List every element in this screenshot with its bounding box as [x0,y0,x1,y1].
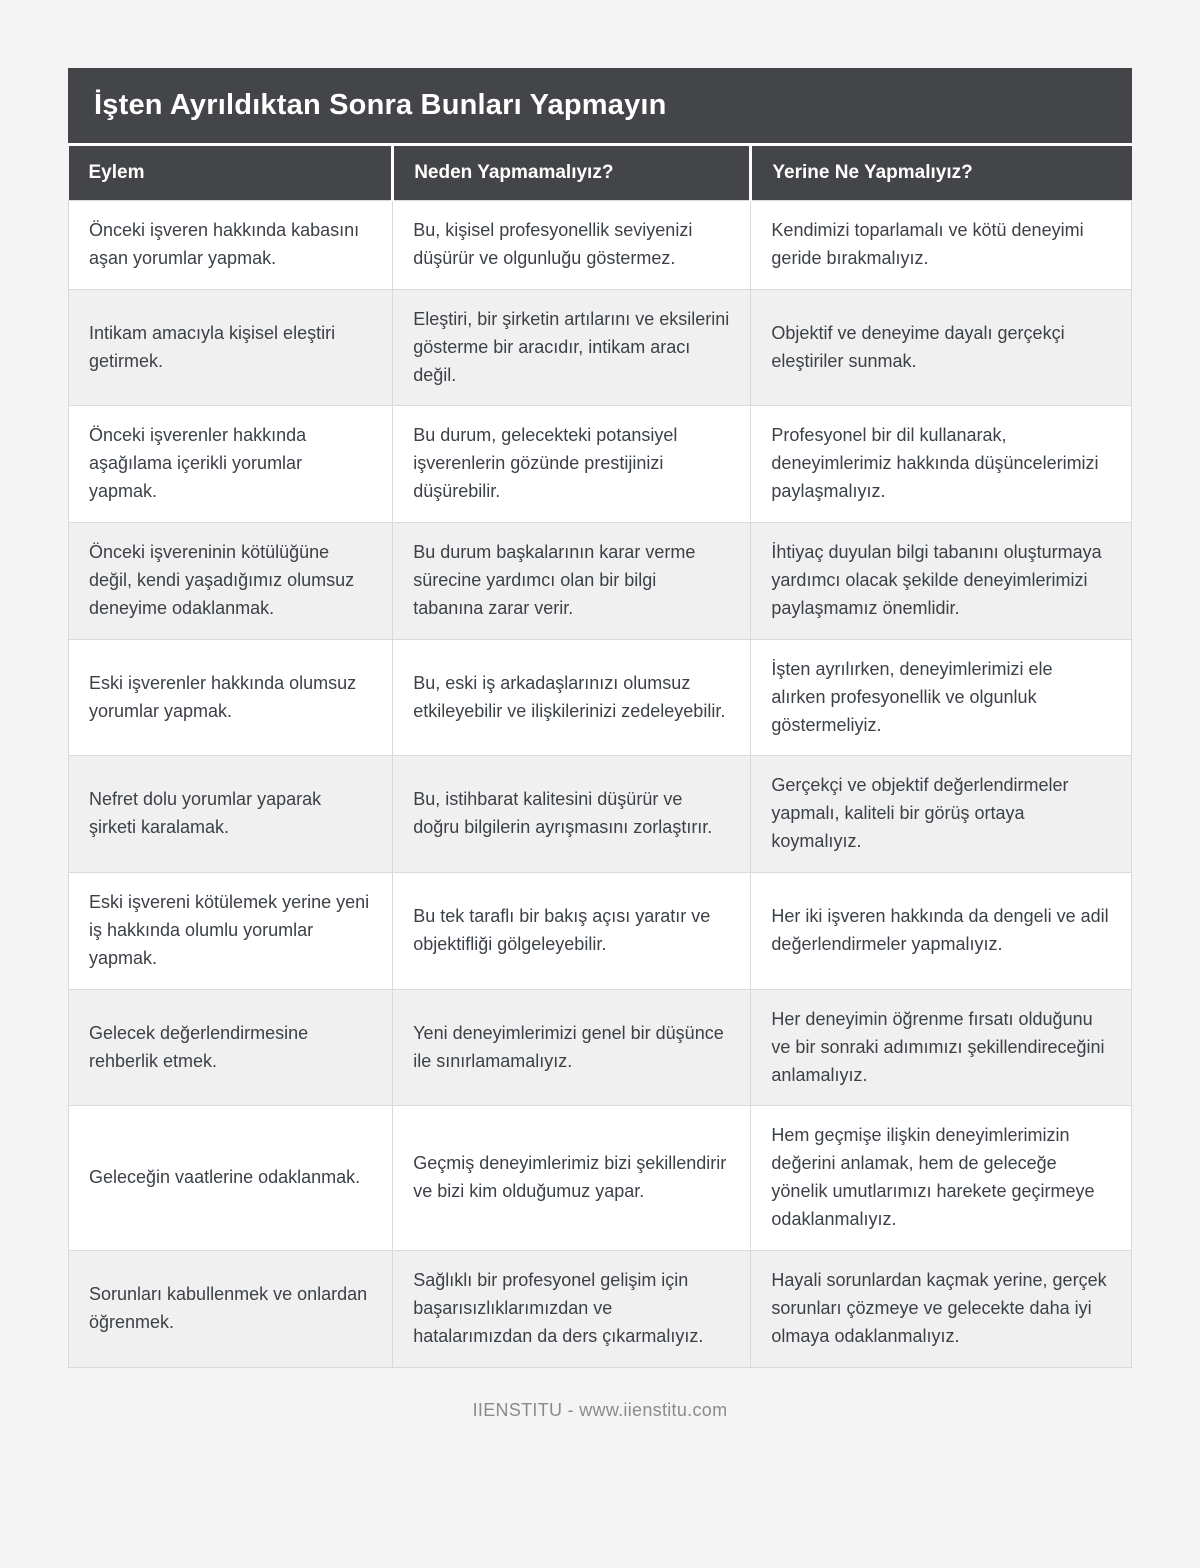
header-row [69,146,1132,201]
table-cell-eylem: Önceki işverenler hakkında aşağılama içerikli yorumlar yapmak. [69,406,393,523]
table-cell-yerine: İhtiyaç duyulan bilgi tabanını oluşturmaya yardımcı olacak şekilde deneyimlerimizi paylaşmamız önemlidir. [751,523,1132,640]
table-row [69,201,1132,290]
table-cell-yerine: Gerçekçi ve objektif değerlendirmeler yapmalı, kaliteli bir görüş ortaya koymalıyız. [751,756,1132,873]
table-cell-neden: Bu, eski iş arkadaşlarınızı olumsuz etkileyebilir ve ilişkilerinizi zedeleyebilir. [393,639,751,756]
table-cell-neden: Bu tek taraflı bir bakış açısı yaratır ve objektifliği gölgeleyebilir. [393,873,751,990]
table-cell-neden: Bu, istihbarat kalitesini düşürür ve doğru bilgilerin ayrışmasını zorlaştırır. [393,756,751,873]
table-cell-eylem: Intikam amacıyla kişisel eleştiri getirmek. [69,289,393,406]
table-row [69,639,1132,756]
table-row [69,406,1132,523]
table-row [69,989,1132,1106]
table-cell-yerine: Her iki işveren hakkında da dengeli ve adil değerlendirmeler yapmalıyız. [751,873,1132,990]
table-cell-neden: Bu durum başkalarının karar verme sürecine yardımcı olan bir bilgi tabanına zarar verir. [393,523,751,640]
table-cell-eylem: Eski işverenler hakkında olumsuz yorumlar yapmak. [69,639,393,756]
table-cell-eylem: Nefret dolu yorumlar yaparak şirketi karalamak. [69,756,393,873]
footer-credit: IIENSTITU - www.iienstitu.com [472,1399,728,1420]
table-container [68,68,1132,1421]
column-header-yerine: Yerine Ne Yapmalıyız? [751,146,1132,201]
table-cell-eylem: Geleceğin vaatlerine odaklanmak. [69,1106,393,1251]
table-cell-yerine: Hem geçmişe ilişkin deneyimlerimizin değerini anlamak, hem de geleceğe yönelik umutlarımızı harekete geçirmeye odaklanmalıyız. [751,1106,1132,1251]
column-header-neden: Neden Yapmamalıyız? [393,146,751,201]
table-cell-neden: Bu durum, gelecekteki potansiyel işverenlerin gözünde prestijinizi düşürebilir. [393,406,751,523]
table-row [69,756,1132,873]
table-cell-neden: Sağlıklı bir profesyonel gelişim için başarısızlıklarımızdan ve hatalarımızdan da ders çıkarmalıyız. [393,1251,751,1368]
table-row [69,1106,1132,1251]
table-row [69,289,1132,406]
table-cell-yerine: İşten ayrılırken, deneyimlerimizi ele alırken profesyonellik ve olgunluk göstermeliyiz. [751,639,1132,756]
table-cell-yerine: Hayali sorunlardan kaçmak yerine, gerçek sorunları çözmeye ve gelecekte daha iyi olmaya odaklanmalıyız. [751,1251,1132,1368]
table-cell-yerine: Kendimizi toparlamalı ve kötü deneyimi geride bırakmalıyız. [751,201,1132,290]
table-cell-yerine: Her deneyimin öğrenme fırsatı olduğunu ve bir sonraki adımımızı şekillendireceğini anlamalıyız. [751,989,1132,1106]
table-cell-neden: Bu, kişisel profesyonellik seviyenizi düşürür ve olgunluğu göstermez. [393,201,751,290]
column-header-eylem: Eylem [69,146,393,201]
table-cell-eylem: Önceki işveren hakkında kabasını aşan yorumlar yapmak. [69,201,393,290]
table-cell-neden: Geçmiş deneyimlerimiz bizi şekillendirir ve bizi kim olduğumuz yapar. [393,1106,751,1251]
table-cell-eylem: Önceki işvereninin kötülüğüne değil, kendi yaşadığımız olumsuz deneyime odaklanmak. [69,523,393,640]
table-row [69,523,1132,640]
table-cell-neden: Yeni deneyimlerimizi genel bir düşünce ile sınırlamamalıyız. [393,989,751,1106]
table-cell-eylem: Eski işvereni kötülemek yerine yeni iş hakkında olumlu yorumlar yapmak. [69,873,393,990]
table-cell-eylem: Gelecek değerlendirmesine rehberlik etmek. [69,989,393,1106]
table-cell-yerine: Objektif ve deneyime dayalı gerçekçi eleştiriler sunmak. [751,289,1132,406]
table-body [69,201,1132,1368]
table-row [69,1251,1132,1368]
table-cell-yerine: Profesyonel bir dil kullanarak, deneyimlerimiz hakkında düşüncelerimizi paylaşmalıyız. [751,406,1132,523]
table-cell-neden: Eleştiri, bir şirketin artılarını ve eksilerini gösterme bir aracıdır, intikam aracı değil. [393,289,751,406]
table-cell-eylem: Sorunları kabullenmek ve onlardan öğrenmek. [69,1251,393,1368]
info-table [68,146,1132,1368]
table-row [69,873,1132,990]
table-header [69,146,1132,201]
page-title: İşten Ayrıldıktan Sonra Bunları Yapmayın [68,68,1132,146]
